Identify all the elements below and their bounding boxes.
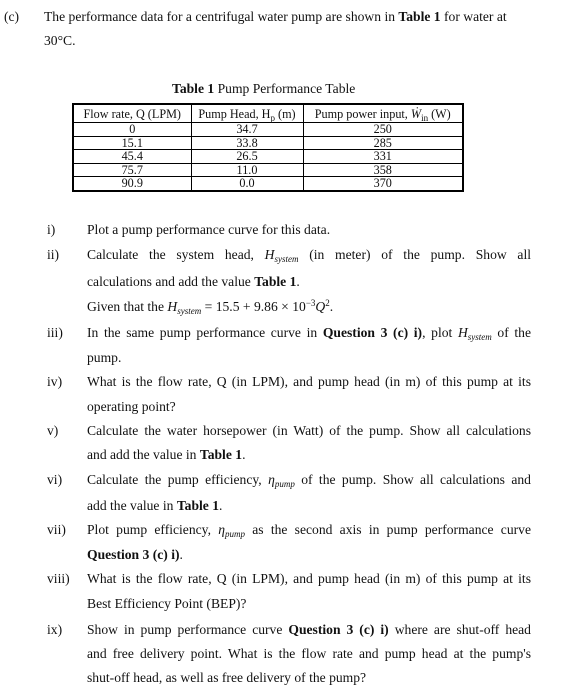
q2-equation: = 15.5 + 9.86 × 10 xyxy=(201,299,306,314)
q2-line2-text: calculations and add the value xyxy=(87,274,255,289)
table-header-row xyxy=(73,104,463,123)
intro-tail: for water at xyxy=(440,9,507,24)
q7-number: vii) xyxy=(47,522,66,537)
q7-symbol-sub: pump xyxy=(225,529,245,539)
header-head xyxy=(191,104,303,123)
q2-symbol: H xyxy=(264,247,275,262)
q6-number: vi) xyxy=(47,472,63,487)
intro-line-2: 30°C. xyxy=(44,33,76,48)
q6-line2-text: add the value in xyxy=(87,498,177,513)
q3-text-tail: of the xyxy=(491,325,532,340)
q2-text: Calculate the system head, xyxy=(87,247,265,262)
header-power-symbol: Ẇ xyxy=(410,106,422,121)
cell-flow: 90.9 xyxy=(73,177,191,191)
q6-line-1 xyxy=(87,468,531,493)
q7-line-1 xyxy=(87,518,531,543)
q2-equation-q-exponent: 2 xyxy=(325,298,330,308)
q9-line-2: and free delivery point. What is the flow rate and pump head at the pump's xyxy=(87,646,531,661)
q6-line2-end: . xyxy=(219,498,223,513)
q8-line-2: Best Efficiency Point (BEP)? xyxy=(87,596,247,611)
cell-flow: 45.4 xyxy=(73,150,191,164)
q9-text: Show in pump performance curve xyxy=(87,622,289,637)
q7-line2-end: . xyxy=(179,547,183,562)
pump-performance-table xyxy=(72,103,464,192)
q7-question-ref: Question 3 (c) i) xyxy=(87,547,180,562)
header-power xyxy=(303,104,463,123)
q2-equation-end: . xyxy=(329,299,334,314)
q5-line2-end: . xyxy=(242,447,246,462)
header-power-unit: (W) xyxy=(428,106,451,121)
header-head-text: Pump Head, H xyxy=(198,106,271,121)
q3-text: In the same pump performance curve in xyxy=(87,325,323,340)
q3-line-1 xyxy=(87,321,531,346)
intro-table-ref: Table 1 xyxy=(398,9,441,24)
cell-head: 11.0 xyxy=(191,163,303,177)
q2-given-symbol: H xyxy=(167,299,178,314)
cell-head: 0.0 xyxy=(191,177,303,191)
q2-text-tail: (in meter) of the pump. Show all xyxy=(298,247,531,262)
q9-line-3: shut-off head, as well as free delivery of the pump? xyxy=(87,670,367,685)
header-power-sub: in xyxy=(421,112,429,123)
cell-power: 285 xyxy=(303,136,463,150)
cell-head: 33.8 xyxy=(191,136,303,150)
q2-table-ref: Table 1 xyxy=(254,274,297,289)
q2-line-1 xyxy=(87,243,531,268)
header-head-sub: p xyxy=(270,112,275,123)
cell-power: 370 xyxy=(303,177,463,191)
q5-line2-text: and add the value in xyxy=(87,447,200,462)
q2-number: ii) xyxy=(47,247,60,262)
q8-line-1: What is the flow rate, Q (in LPM), and pump head (in m) of this pump at its xyxy=(87,571,531,586)
cell-flow: 15.1 xyxy=(73,136,191,150)
table-caption xyxy=(172,77,355,102)
q2-given-symbol-sub: system xyxy=(177,306,202,316)
q6-symbol-sub: pump xyxy=(274,479,295,489)
q2-line-3 xyxy=(87,295,333,320)
intro-text: The performance data for a centrifugal water pump are shown in xyxy=(44,9,399,24)
q9-line-1 xyxy=(87,618,531,643)
q7-symbol: η xyxy=(218,522,225,537)
table-row xyxy=(73,150,463,164)
table-row xyxy=(73,177,463,191)
q7-text: Plot pump efficiency, xyxy=(87,522,219,537)
q5-number: v) xyxy=(47,423,59,438)
q2-equation-q: Q xyxy=(315,299,326,314)
table-caption-text: Pump Performance Table xyxy=(214,81,356,96)
q9-question-ref: Question 3 (c) i) xyxy=(288,622,389,637)
header-power-text: Pump power input, xyxy=(314,106,411,121)
intro-line-1 xyxy=(44,5,507,30)
q4-line-2: operating point? xyxy=(87,399,176,414)
q4-number: iv) xyxy=(47,374,63,389)
q5-table-ref: Table 1 xyxy=(199,447,243,462)
cell-power: 250 xyxy=(303,123,463,137)
q3-line-2: pump. xyxy=(87,350,122,365)
q1-text: Plot a pump performance curve for this data. xyxy=(87,222,331,237)
q6-table-ref: Table 1 xyxy=(176,498,220,513)
q4-line-1: What is the flow rate, Q (in LPM), and pump head (in m) of this pump at its xyxy=(87,374,531,389)
q2-line-2 xyxy=(87,270,300,295)
q5-line-2 xyxy=(87,443,245,468)
q8-number: viii) xyxy=(47,571,70,586)
header-flow: Flow rate, Q (LPM) xyxy=(73,104,191,123)
q3-question-ref: Question 3 (c) i) xyxy=(322,325,423,340)
q7-text-tail: as the second axis in pump performance curve xyxy=(245,522,531,537)
part-label: (c) xyxy=(4,9,20,24)
cell-power: 358 xyxy=(303,163,463,177)
header-head-unit: (m) xyxy=(274,106,296,121)
cell-head: 34.7 xyxy=(191,123,303,137)
q6-text: Calculate the pump efficiency, xyxy=(87,472,269,487)
table-row xyxy=(73,123,463,137)
q9-number: ix) xyxy=(47,622,63,637)
q2-line2-end: . xyxy=(296,274,300,289)
q6-symbol: η xyxy=(268,472,275,487)
table-caption-label: Table 1 xyxy=(172,81,215,96)
q2-equation-exponent: −3 xyxy=(305,298,316,308)
q3-symbol: H xyxy=(457,325,468,340)
q1-number: i) xyxy=(47,222,56,237)
cell-power: 331 xyxy=(303,150,463,164)
q6-text-tail: of the pump. Show all calculations and xyxy=(294,472,531,487)
q3-number: iii) xyxy=(47,325,63,340)
q3-text-mid: , plot xyxy=(422,325,458,340)
q6-line-2 xyxy=(87,494,222,519)
cell-flow: 0 xyxy=(73,123,191,137)
cell-head: 26.5 xyxy=(191,150,303,164)
q2-given-text: Given that the xyxy=(87,299,168,314)
q3-symbol-sub: system xyxy=(467,332,492,342)
q9-text-tail: where are shut-off head xyxy=(388,622,531,637)
table-row xyxy=(73,163,463,177)
cell-flow: 75.7 xyxy=(73,163,191,177)
q7-line-2 xyxy=(87,543,183,568)
q5-line-1: Calculate the water horsepower (in Watt) of the pump. Show all calculations xyxy=(87,423,531,438)
q2-symbol-sub: system xyxy=(274,254,299,264)
table-row xyxy=(73,136,463,150)
